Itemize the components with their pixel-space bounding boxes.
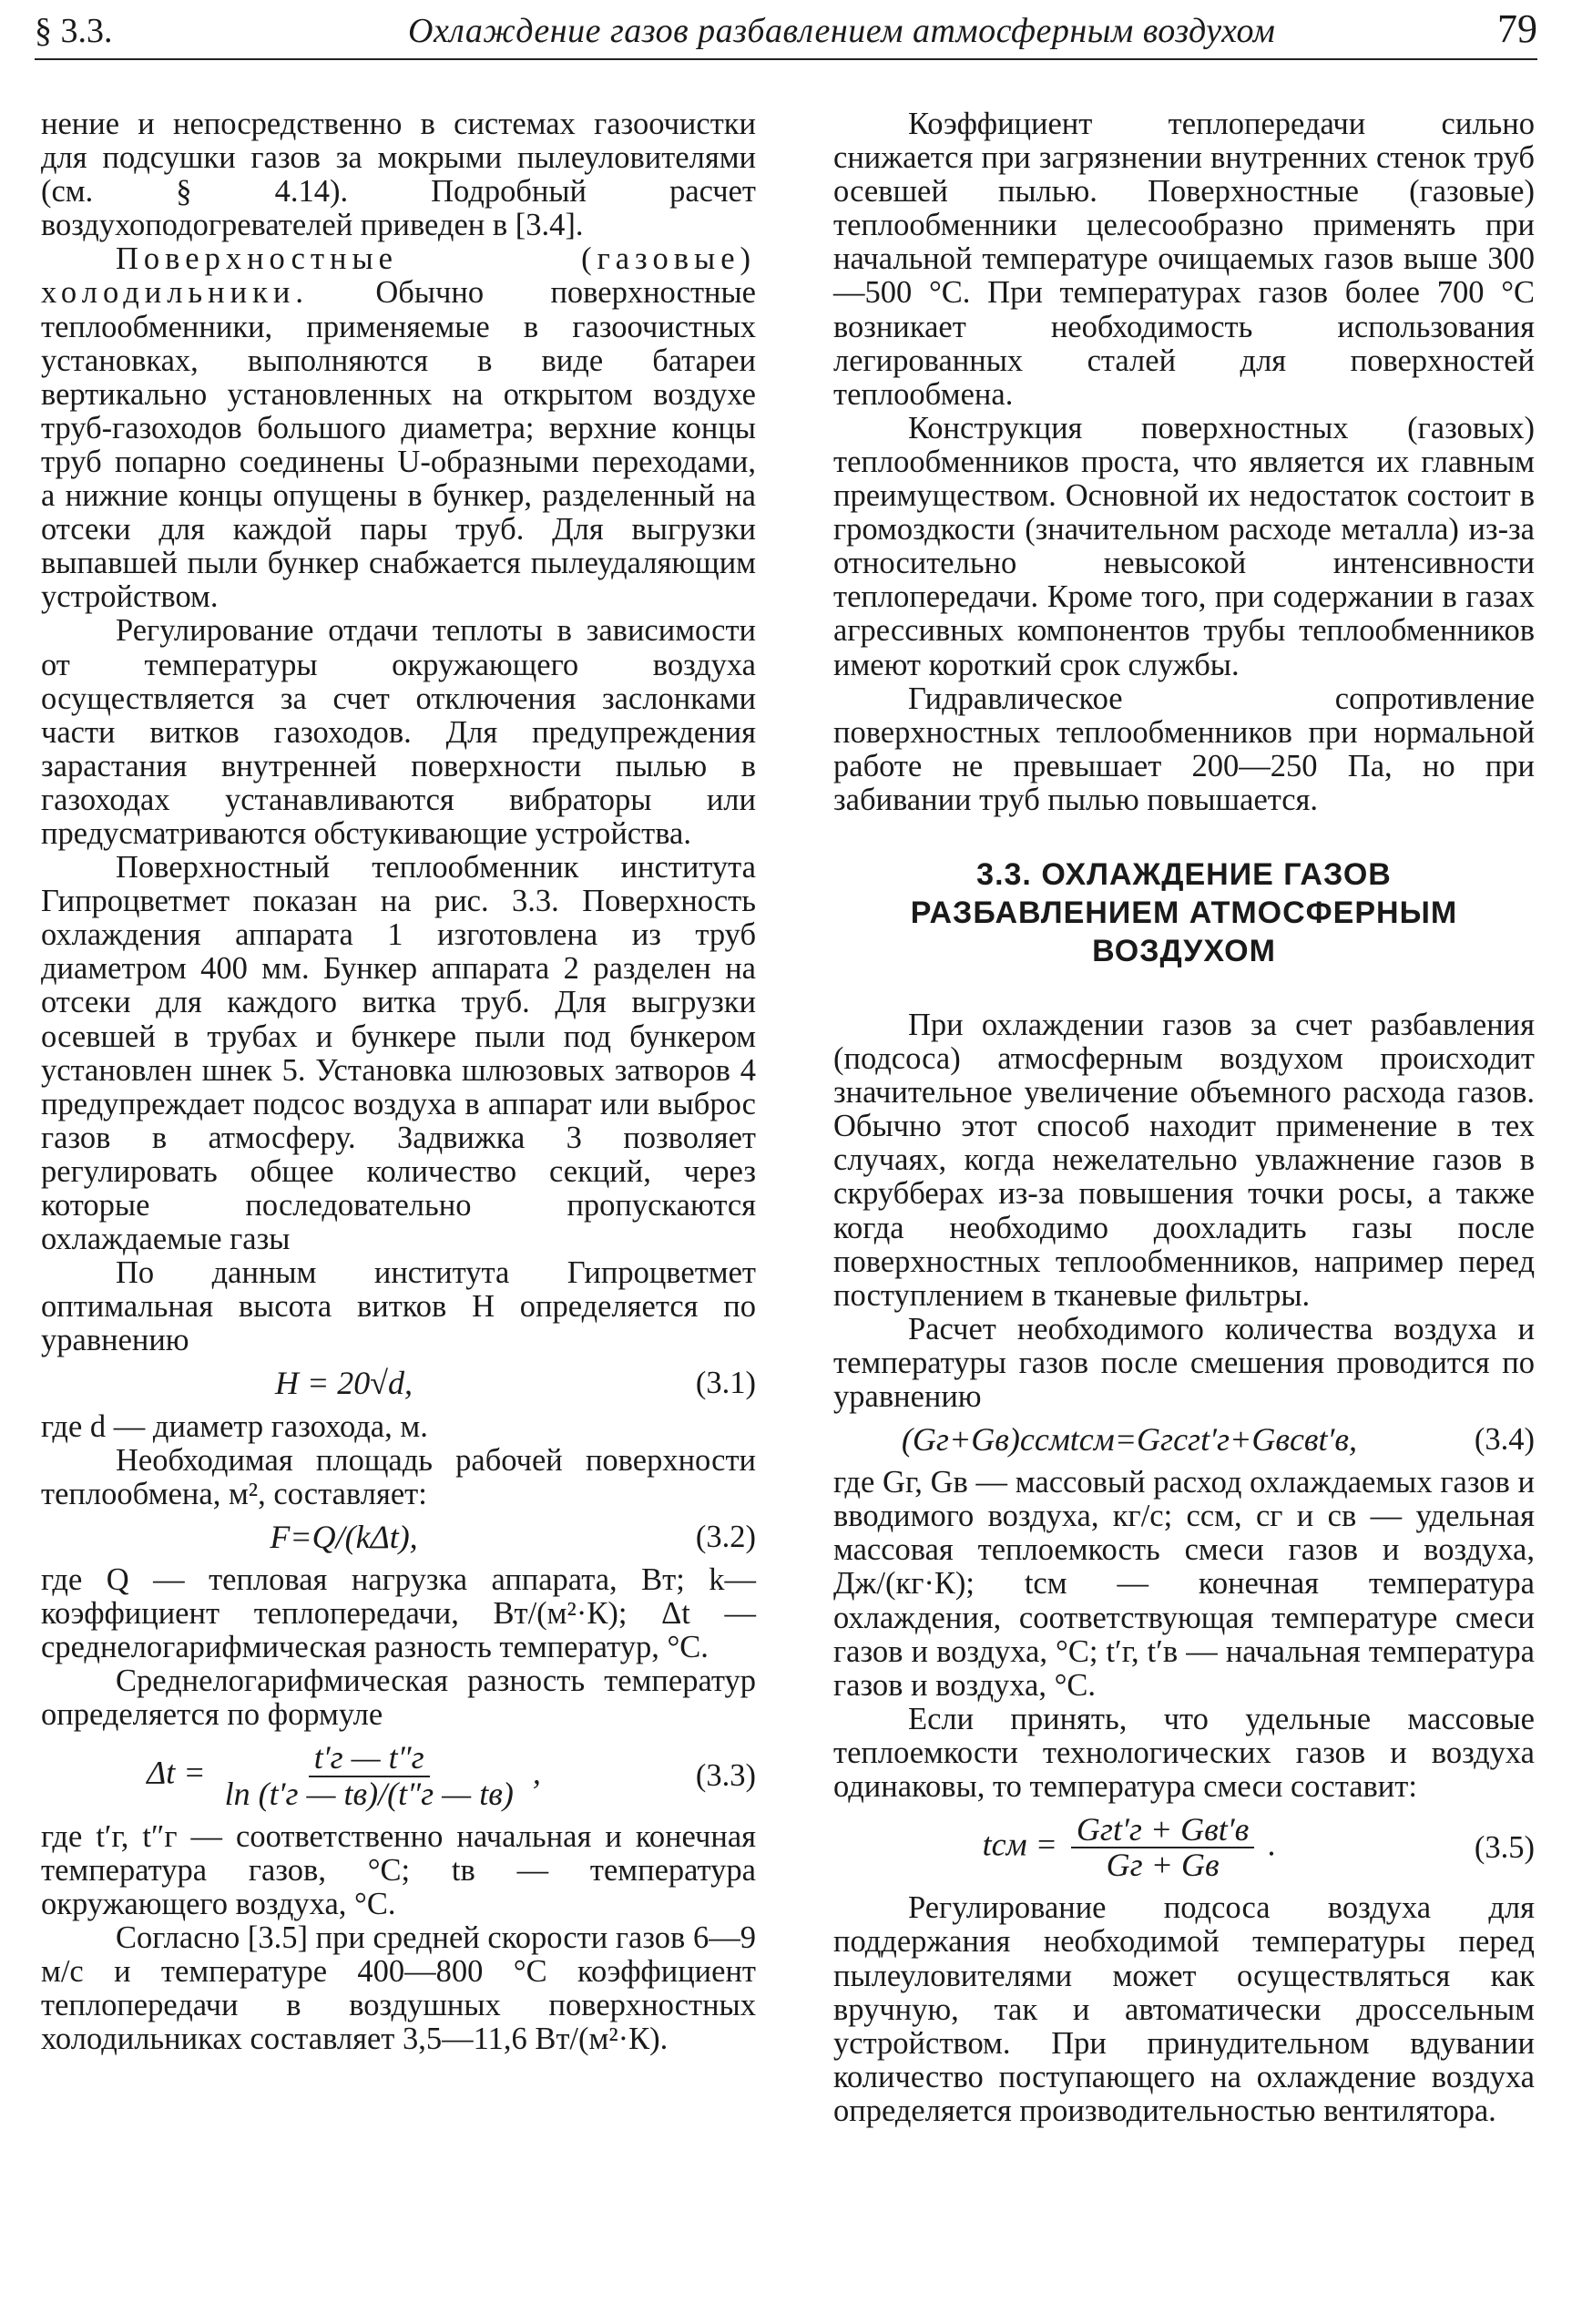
paragraph: Поверхностный теплообменник института Гипроцветмет показан на рис. 3.3. Поверхность охлаждения аппарата 1 изготовлена из труб диаметром 400 мм. Бункер аппарата 2 разделен на отсеки для каждого витка труб. Для выгрузки осевшей в трубах и бункере пыли под бункером установлен шнек 5. Установка шлюзовых затворов 4 предупреждает подсос воздуха в аппарат или выброс газов в атмосферу. Задвижка 3 позволяет регулировать общее количество секций, через которые последовательно пропускаются охлаждаемые газы <box>41 850 756 1257</box>
paragraph-text: Обычно поверхностные теплообменники, применяемые в газоочистных установках, выполняются в виде батареи вертикально установленных на открытом воздухе труб-газоходов большого диаметра; верхние концы труб попарно соединены U-образными переходами, а нижние концы опущены в бункер, разделенный на отсеки для каждой пары труб. Для выгрузки выпавшей пыли бункер снабжается пылеудаляющим устройством. <box>41 275 756 615</box>
paragraph: где d — диаметр газохода, м. <box>41 1408 428 1444</box>
paragraph: Согласно [3.5] при средней скорости газов 6—9 м/с и температуре 400—800 °С коэффициент теплопередачи в воздушных поверхностных холодильниках составляет 3,5—11,6 Вт/(м²·К). <box>41 1920 756 2057</box>
equation-body <box>41 1741 647 1810</box>
equation-lhs: tсм = <box>982 1826 1057 1863</box>
paragraph: Среднелогарифмическая разность температур определяется по формуле <box>41 1664 756 1733</box>
paragraph: где t′г, t″г — соответственно начальная и конечная температура газов, °С; tв — температура окружающего воздуха, °С. <box>41 1818 756 1921</box>
fraction <box>219 1741 519 1810</box>
heading-line: РАЗБАВЛЕНИЕМ АТМОСФЕРНЫМ <box>910 895 1458 930</box>
run-in-heading: Поверхностные (газовые) холодильники. <box>41 241 756 311</box>
equation-body: (Gг+Gв)cсмtсм=Gгcгt′г+Gвcвt′в, <box>901 1421 1358 1459</box>
section-heading <box>833 855 1535 970</box>
paragraph: Гидравлическое сопротивление поверхностных теплообменников при нормальной работе не превышает 200—250 Па, но при забивании труб пылью повышается. <box>833 681 1535 817</box>
paragraph: Коэффициент теплопередачи сильно снижается при загрязнении внутренних стенок труб осевшей пылью. Поверхностные (газовые) теплообменники целесообразно применять при начальной температуре очищаемых газов выше 300—500 °С. При температурах газов более 700 °С возникает необходимость использования легированных сталей для поверхностей теплообмена. <box>833 107 1535 412</box>
paragraph: Расчет необходимого количества воздуха и температуры газов после смешения проводится по уравнению <box>833 1311 1535 1414</box>
fraction <box>1071 1813 1254 1882</box>
equation-punctuation: . <box>1268 1826 1277 1863</box>
equation-punctuation: , <box>532 1754 541 1791</box>
header-running-title: Охлаждение газов разбавлением атмосферным воздухом <box>408 12 1276 50</box>
fraction-numerator: t′г — t″г <box>309 1741 430 1776</box>
fraction-numerator: Gгt′г + Gвt′в <box>1071 1813 1254 1848</box>
equation-body <box>833 1813 1425 1882</box>
equation-number: (3.2) <box>695 1519 756 1554</box>
paragraph: где Q — тепловая нагрузка аппарата, Вт; k—коэффициент теплопередачи, Вт/(м²·К); Δt — среднелогарифмическая разность температур, °С. <box>41 1561 756 1665</box>
paragraph: Необходимая площадь рабочей поверхности теплообмена, м², составляет: <box>41 1442 756 1511</box>
heading-line: ВОЗДУХОМ <box>1092 933 1276 968</box>
equation-3-3 <box>41 1741 756 1810</box>
left-column <box>41 107 756 2056</box>
equation-3-1 <box>41 1367 756 1400</box>
paragraph <box>41 242 756 614</box>
heading-line: 3.3. ОХЛАЖДЕНИЕ ГАЗОВ <box>976 856 1392 892</box>
equation-number: (3.3) <box>695 1757 756 1793</box>
equation-body: H = 20√d, <box>274 1365 413 1402</box>
page-number: 79 <box>1497 6 1537 51</box>
equation-3-2 <box>41 1520 756 1554</box>
equation-3-5 <box>833 1813 1535 1882</box>
paragraph: Регулирование отдачи теплоты в зависимости от температуры окружающего воздуха осуществляется за счет отключения заслонками части витков газоходов. Для предупреждения зарастания внутренней поверхности пылью в газоходах устанавливаются вибраторы или предусматриваются обстукивающие устройства. <box>41 613 756 851</box>
equation-body: F=Q/(kΔt), <box>270 1518 418 1555</box>
right-column <box>833 107 1535 2128</box>
equation-number: (3.4) <box>1474 1422 1535 1458</box>
fraction-denominator: ln (t′г — tв)/(t″г — tв) <box>224 1775 514 1812</box>
page-header <box>35 5 1537 56</box>
paragraph: нение и непосредственно в системах газоочистки для подсушки газов за мокрыми пылеуловителями (см. § 4.14). Подробный расчет воздухоподогревателей приведен в [3.4]. <box>41 107 756 243</box>
equation-number: (3.5) <box>1474 1829 1535 1865</box>
paragraph: При охлаждении газов за счет разбавления (подсоса) атмосферным воздухом происходит значительное увеличение объемного расхода газов. Обычно этот способ находит применение в тех случаях, когда нежелательно увлажнение газов в скрубберах из-за повышения точки росы, а также когда необходимо доохладить газы после поверхностных теплообменников, например перед поступлением в тканевые фильтры. <box>833 1007 1535 1313</box>
equation-lhs: Δt = <box>147 1754 206 1791</box>
fraction-denominator: Gг + Gв <box>1106 1847 1220 1884</box>
paragraph: Если принять, что удельные массовые теплоемкости технологических газов и воздуха одинаковы, то температура смеси составит: <box>833 1701 1535 1805</box>
paragraph: Конструкция поверхностных (газовых) теплообменников проста, что является их главным преимуществом. Основной их недостаток состоит в громоздкости (значительном расходе металла) из-за относительно невысокой интенсивности теплопередачи. Кроме того, при содержании в газах агрессивных компонентов трубы теплообменников имеют короткий срок службы. <box>833 410 1535 682</box>
header-rule <box>35 58 1537 60</box>
paragraph: где Gг, Gв — массовый расход охлаждаемых газов и вводимого воздуха, кг/с; cсм, cг и cв — удельная массовая теплоемкость смеси газов и воздуха, Дж/(кг·К); tсм — конечная температура охлаждения, соответствующая температуре смеси газов и воздуха, °С; t′г, t′в — начальная температура газов и воздуха, °С. <box>833 1465 1535 1703</box>
paragraph: Регулирование подсоса воздуха для поддержания необходимой температуры перед пылеуловителями может осуществляться как вручную, так и автоматически дроссельным устройством. При принудительном вдувании количество поступающего на охлаждение воздуха определяется производительностью вентилятора. <box>833 1890 1535 2128</box>
paragraph: По данным института Гипроцветмет оптимальная высота витков H определяется по уравнению <box>41 1255 756 1358</box>
equation-3-4 <box>833 1423 1535 1457</box>
header-section-number: § 3.3. <box>35 12 113 50</box>
equation-number: (3.1) <box>695 1366 756 1401</box>
